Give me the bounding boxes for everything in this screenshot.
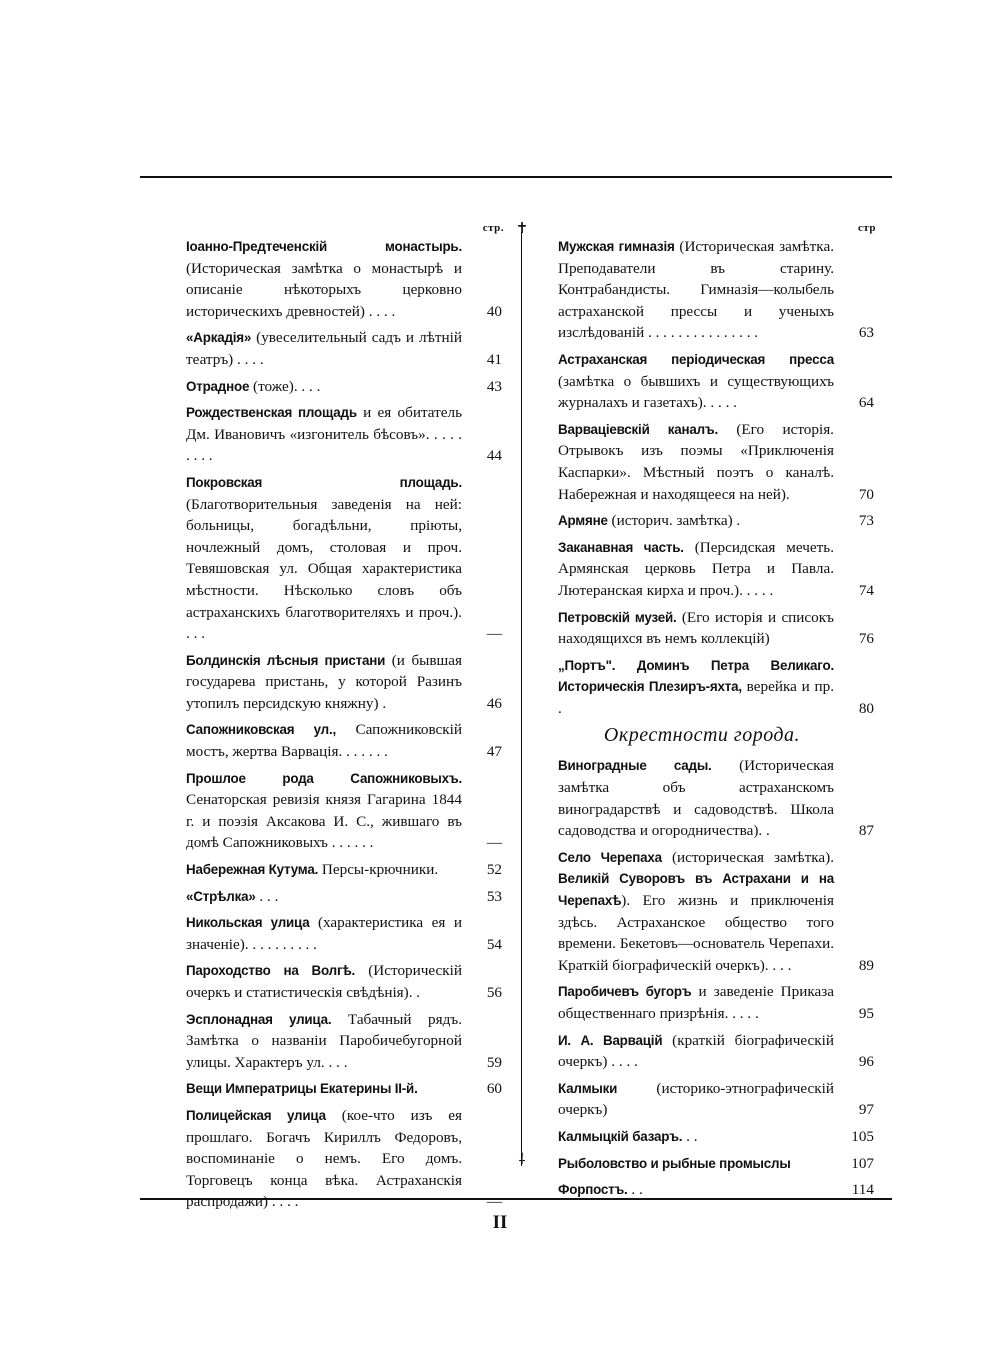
entry-page-number: 59 bbox=[486, 1053, 502, 1071]
entry-description: верейка и пр. . bbox=[558, 678, 834, 717]
toc-entry bbox=[186, 650, 504, 715]
entry-page-number: 60 bbox=[486, 1080, 502, 1098]
entry-title: Вещи Императрицы Екатерины II-й. bbox=[186, 1081, 418, 1097]
entry-page-number: 64 bbox=[858, 394, 874, 412]
toc-entry bbox=[558, 847, 876, 977]
entry-page-number: 56 bbox=[486, 984, 502, 1001]
column-divider bbox=[521, 232, 522, 1166]
entry-page-number: 52 bbox=[486, 861, 502, 879]
entry-title: Рождественская площадь bbox=[186, 405, 357, 421]
entry-title: Іоанно-Предтеченскій монастырь. bbox=[186, 239, 462, 254]
toc-entry bbox=[558, 419, 876, 505]
toc-entry bbox=[186, 1009, 504, 1074]
entry-subtitle: Великій Суворовъ въ Астрахани и на Черепахѣ bbox=[558, 871, 834, 909]
toc-entry bbox=[186, 886, 504, 908]
toc-entry bbox=[558, 755, 876, 841]
toc-entry bbox=[186, 236, 504, 322]
entry-description: (Персидская мечеть. Армянская церковь Петра и Павла. Лютеранская кирха и проч.). . . . . bbox=[558, 538, 834, 599]
entry-title: Эсплонадная улица. bbox=[186, 1011, 332, 1027]
entry-description: (кое-что изъ ея прошлаго. Богачъ Кириллъ Федоровъ, воспоминаніе о немъ. Его домъ. Торговецъ конца вѣка. Астраханскія распродажи) . . . . bbox=[186, 1106, 463, 1211]
toc-entry bbox=[558, 655, 876, 720]
entry-title: Варваціевскій каналъ. bbox=[558, 421, 718, 437]
entry-description: (тоже). . . . bbox=[249, 377, 321, 395]
entry-title: Форпостъ. bbox=[558, 1182, 628, 1198]
toc-entry bbox=[558, 1078, 876, 1121]
entry-page-number: 73 bbox=[858, 512, 874, 530]
entry-page-number: 70 bbox=[858, 485, 874, 503]
toc-entry bbox=[186, 1105, 504, 1213]
entry-title: „Портъ". Доминъ Петра Великаго. Историческія Плезиръ-яхта, bbox=[558, 657, 834, 695]
toc-entry bbox=[558, 1153, 876, 1175]
top-rule bbox=[140, 176, 892, 178]
entry-description: Табачный рядъ. Замѣтка о названіи Паробичебугорной улицы. Характеръ ул. . . . bbox=[186, 1010, 462, 1071]
entry-page-number: 87 bbox=[858, 822, 874, 840]
entry-page-number: 40 bbox=[486, 302, 502, 320]
entry-description: Сенаторская ревизія князя Гагарина 1844 г. и поэзія Аксакова И. С., жившаго въ домѣ Сапожниковыхъ . . . . . . bbox=[186, 791, 462, 852]
entry-description: и ея обитатель Дм. Ивановичъ «изгонитель бѣсовъ». . . . . . . . . bbox=[186, 404, 462, 465]
entry-page-number: 41 bbox=[486, 350, 502, 368]
toc-entry bbox=[558, 607, 876, 650]
entry-description: (историческая замѣтка). bbox=[661, 848, 834, 866]
entry-title: Отрадное bbox=[186, 378, 250, 394]
entry-description: и заведеніе Приказа общественнаго призрѣнія. . . . . bbox=[558, 983, 834, 1022]
entry-title: Армяне bbox=[558, 513, 608, 529]
entry-title: Рыболовство и рыбные промыслы bbox=[558, 1155, 791, 1171]
bottom-rule bbox=[140, 1198, 892, 1200]
entry-title: Болдинскія лѣсныя пристани bbox=[186, 652, 386, 668]
toc-entry bbox=[558, 510, 876, 532]
entry-page-number: 80 bbox=[858, 699, 874, 717]
entry-page-number: — bbox=[486, 625, 502, 643]
toc-entry bbox=[558, 1126, 876, 1148]
entry-page-number: 54 bbox=[486, 935, 502, 953]
entry-title: Мужская гимназія bbox=[558, 239, 675, 254]
entry-page-number: — bbox=[486, 1193, 502, 1211]
toc-entry bbox=[558, 981, 876, 1024]
entry-page-number: 63 bbox=[858, 324, 874, 342]
entry-page-number: 53 bbox=[486, 887, 502, 905]
entry-description: (Историческая замѣтка объ астраханскомъ виноградарствѣ и садоводствѣ. Школа садоводства и огородничества). . bbox=[558, 757, 834, 840]
entry-page-number: 43 bbox=[486, 377, 502, 395]
entry-title: Заканавная часть. bbox=[558, 539, 684, 555]
entry-page-number: 76 bbox=[858, 630, 874, 648]
entry-description: (и бывшая государева пристань, у которой Разинъ утопилъ персидскую княжну) . bbox=[186, 651, 462, 712]
entry-page-number: 107 bbox=[851, 1154, 874, 1172]
entry-title: Пароходство на Волгѣ. bbox=[186, 963, 356, 979]
toc-entry bbox=[558, 349, 876, 414]
toc-entry bbox=[186, 472, 504, 645]
entry-description: (историч. замѣтка) . bbox=[607, 512, 741, 530]
entry-page-number: 89 bbox=[858, 956, 874, 974]
toc-entry bbox=[186, 912, 504, 955]
toc-entry bbox=[558, 537, 876, 602]
entry-page-number: 114 bbox=[851, 1181, 874, 1199]
toc-entry bbox=[186, 859, 504, 881]
entry-page-number: 44 bbox=[486, 447, 502, 465]
entry-description: (Историческій очеркъ и статистическія свѣдѣнія). . bbox=[186, 962, 462, 1001]
entry-description: (замѣтка о бывшихъ и существующихъ журналахъ и газетахъ). . . . . bbox=[558, 372, 834, 412]
entry-title: Калмыки bbox=[558, 1080, 618, 1096]
entry-page-number: 46 bbox=[486, 694, 502, 712]
entry-title: Паробичевъ бугоръ bbox=[558, 984, 692, 1000]
entry-description: (краткій біографическій очеркъ) . . . . bbox=[558, 1031, 834, 1071]
entry-page-number: 95 bbox=[858, 1005, 874, 1022]
entry-description: (историко-этнографическій очеркъ) bbox=[558, 1079, 834, 1119]
entry-title: Полицейская улица bbox=[186, 1107, 326, 1123]
entry-page-number: 105 bbox=[851, 1127, 874, 1145]
entry-title: Набережная Кутума. bbox=[186, 862, 319, 878]
entry-title: Прошлое рода Сапожниковыхъ. bbox=[186, 770, 462, 786]
entry-title: Покровская площадь. bbox=[186, 474, 462, 490]
entry-page-number: 97 bbox=[858, 1101, 874, 1119]
toc-entry bbox=[186, 327, 504, 370]
entry-description: Сапожниковскій мостъ, жертва Варвація. . . . . . . bbox=[186, 721, 462, 761]
toc-entry bbox=[186, 376, 504, 398]
divider-bottom-ornament: ⸸ bbox=[518, 1152, 526, 1168]
entry-description: (Его исторія и списокъ находящихся въ немъ коллекцій) bbox=[558, 608, 835, 648]
entry-page-number: — bbox=[486, 834, 502, 852]
toc-entry bbox=[558, 1030, 876, 1073]
entry-description: Персы-крючники. bbox=[318, 861, 439, 879]
entry-description: . . bbox=[627, 1181, 643, 1199]
entry-description: (увеселительный садъ и лѣтній театръ) . . . . bbox=[186, 329, 462, 368]
toc-entry bbox=[186, 768, 504, 854]
entry-page-number: 74 bbox=[858, 581, 874, 599]
entry-title: Никольская улица bbox=[186, 915, 310, 931]
entry-description: (Историческая замѣтка. Преподаватели въ старину. Контрабандисты. Гимназія—колыбель астраханской прессы и ученыхъ изслѣдованій . . . . . . . . . . . . . . . bbox=[558, 238, 834, 342]
toc-entry bbox=[186, 402, 504, 467]
entry-description-continued: ). Его жизнь и приключенія здѣсь. Астраханское общество того времени. Бекетовъ—основатель Черепахи. Краткій біографическій очеркъ). . . . bbox=[558, 892, 834, 974]
page-column-header: стр bbox=[857, 222, 876, 234]
entry-title: Село Черепаха bbox=[558, 849, 662, 865]
entry-description: (Благотворительныя заведенія на ней: больницы, богадѣльни, пріюты, ночлежный домъ, столовая и проч. Тевяшовская ул. Общая характеристика мѣстности. Нѣсколько словъ объ астраханскихъ благотворителяхъ и проч.). . . . bbox=[186, 495, 462, 643]
entry-page-number: 96 bbox=[858, 1053, 874, 1071]
entry-page-number: 47 bbox=[486, 743, 502, 761]
entry-description: . . . bbox=[255, 887, 279, 905]
entry-title: Виноградные сады. bbox=[558, 758, 712, 774]
toc-entries-left bbox=[186, 236, 504, 1218]
entry-description: . . bbox=[682, 1127, 698, 1145]
entry-title: «Стрѣлка» bbox=[186, 888, 256, 904]
toc-entry bbox=[186, 1078, 504, 1100]
page-column-header: стр. bbox=[482, 222, 504, 234]
entry-title: «Аркадія» bbox=[186, 330, 252, 346]
entry-title: Петровскій музей. bbox=[558, 609, 677, 625]
section-heading: Окрестности города. bbox=[603, 724, 801, 747]
toc-entry bbox=[186, 960, 504, 1003]
entry-description: (Его исторія. Отрывокъ изъ поэмы «Приключенія Каспарки». Мѣстный поэтъ о каналѣ. Набережная и находящееся на ней). bbox=[558, 420, 834, 503]
toc-entry bbox=[558, 236, 876, 344]
page-number: II bbox=[492, 1212, 508, 1233]
entry-title: И. А. Варвацій bbox=[558, 1032, 663, 1048]
toc-entries-right bbox=[558, 236, 876, 1206]
entry-description: (характеристика ея и значеніе). . . . . . . . . . bbox=[186, 914, 462, 953]
entry-title: Астраханская періодическая пресса bbox=[558, 351, 834, 367]
toc-entry bbox=[186, 719, 504, 762]
divider-top-ornament: ✝ bbox=[515, 221, 529, 237]
entry-description: (Историческая замѣтка о монастырѣ и описаніе нѣкоторыхъ церковно историческихъ древностей) . . . . bbox=[186, 259, 462, 320]
entry-title: Сапожниковская ул., bbox=[186, 722, 337, 738]
entry-title: Калмыцкій базаръ. bbox=[558, 1128, 683, 1144]
